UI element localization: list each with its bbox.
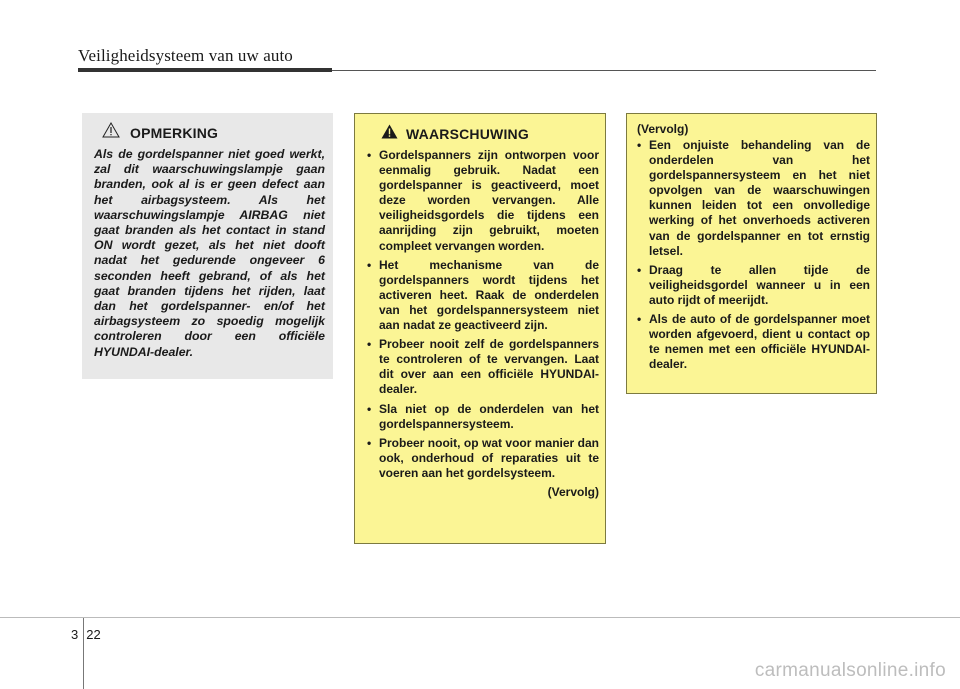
warning-item: • Sla niet op de onderdelen van het gordelspannersysteem. [367, 402, 599, 432]
warning-box [354, 113, 606, 544]
warning-list [367, 148, 599, 481]
page-number-value: 22 [86, 627, 101, 642]
page-number [71, 627, 101, 642]
warning-item: • Het mechanisme van de gordelspanners wordt tijdens het activeren heet. Raak de onderdelen van het gordelspannersysteem niet aan nadat ze geactiveerd zijn. [367, 258, 599, 333]
header-rule-accent [78, 68, 332, 72]
continuation-item: • Een onjuiste behandeling van de onderdelen van het gordelspannersysteem en het niet opvolgen van de waarschuwingen kunnen leiden tot een onvolledige werking of het onverhoeds activeren van de gordelspanner en tot ernstig letsel. [637, 138, 870, 259]
note-box [82, 113, 333, 379]
continuation-item: • Draag te allen tijde de veiligheidsgordel wanneer u in een auto rijdt of meerijdt. [637, 263, 870, 308]
warning-filled-icon [381, 124, 398, 144]
continuation-item: • Als de auto of de gordelspanner moet worden afgevoerd, dient u contact op te nemen met een officiële HYUNDAI-dealer. [637, 312, 870, 372]
continuation-box [626, 113, 877, 394]
warning-title: WAARSCHUWING [406, 126, 529, 142]
warning-item: • Probeer nooit zelf de gordelspanners te controleren of te vervangen. Laat dit over aan een officiële HYUNDAI-dealer. [367, 337, 599, 397]
warning-item: • Gordelspanners zijn ontworpen voor eenmalig gebruik. Nadat een gordelspanner is geactiveerd, moet deze worden vervangen. Alle veiligheidsgordels die tijdens een aanrijding zijn gebruikt, moeten compleet vervangen worden. [367, 148, 599, 254]
note-body: Als de gordelspanner niet goed werkt, zal dit waarschuwingslampje gaan branden, ook al is er geen defect aan het airbagsysteem. Als het waarschuwingslampje AIRBAG niet gaat branden als het contact in stand ON wordt gezet, als het niet dooft nadat het gedurende ongeveer 6 seconden heeft gebrand, of als het gaat branden tijdens het rijden, laat dan het gordelspanner- en/of het airbagsysteem zo spoedig mogelijk controleren door een officiële HYUNDAI-dealer. [94, 147, 325, 359]
warning-header [381, 124, 599, 144]
footer-rule [0, 617, 960, 618]
chapter-number: 3 [71, 627, 79, 642]
warning-outline-icon [102, 122, 120, 143]
warning-item: • Probeer nooit, op wat voor manier dan ook, onderhoud of reparaties uit te voeren aan het gordelsysteem. [367, 436, 599, 481]
continued-label: (Vervolg) [547, 484, 599, 499]
continuation-label: (Vervolg) [637, 122, 689, 136]
note-header [102, 122, 325, 143]
page-header-title: Veiligheidsysteem van uw auto [78, 46, 293, 65]
watermark: carmanualsonline.info [754, 660, 946, 681]
continuation-list [637, 138, 870, 372]
note-title: OPMERKING [130, 124, 219, 141]
